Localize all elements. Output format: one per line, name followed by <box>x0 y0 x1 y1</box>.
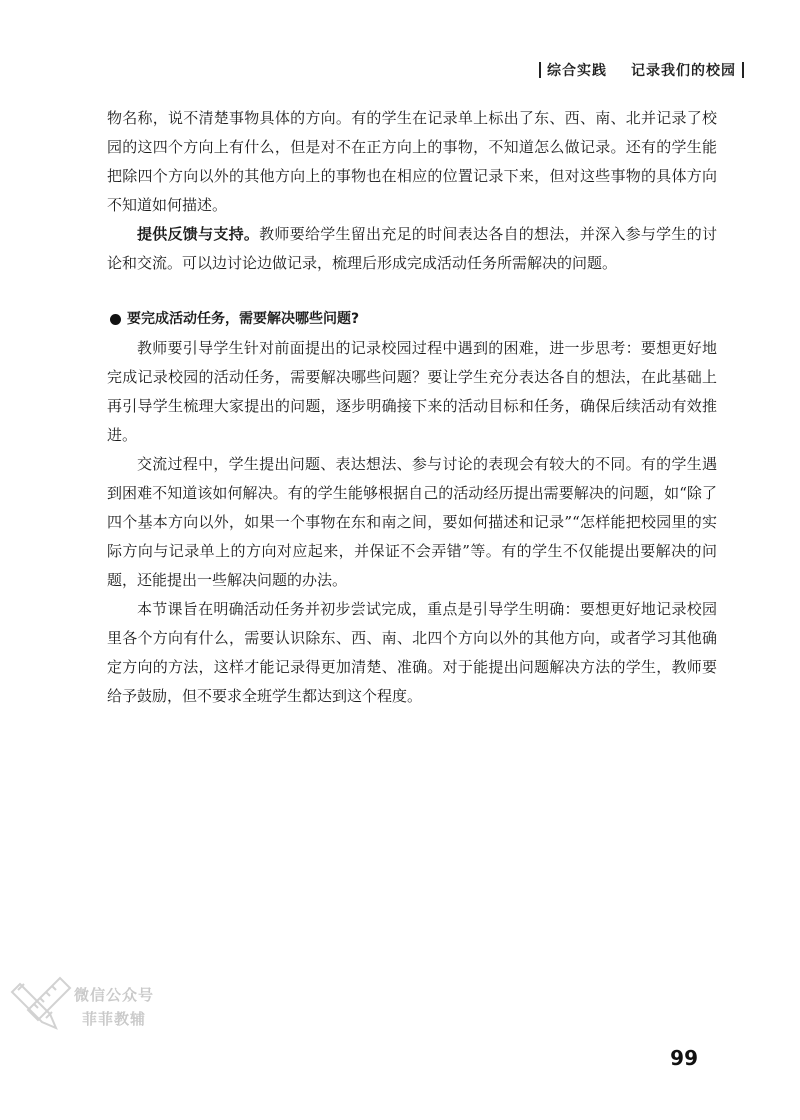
header-left-bar <box>539 62 541 78</box>
pencil-ruler-icon <box>10 970 80 1040</box>
header-title: 记录我们的校园 <box>631 63 736 79</box>
bullet-icon <box>110 314 121 325</box>
paragraph-3: 教师要引导学生针对前面提出的记录校园过程中遇到的困难，进一步思考：要想更好地完成记录校园的活动任务，需要解决哪些问题？要让学生充分表达各自的想法，在此基础上再引导学生梳理大家提出的问题，逐步明确接下来的活动目标和任务，确保后续活动有效推进。 <box>107 339 717 444</box>
paragraph-2 <box>107 220 717 278</box>
paragraph-4: 交流过程中，学生提出问题、表达想法、参与讨论的表现会有较大的不同。有的学生遇到困难不知道该如何解决。有的学生能够根据自己的活动经历提出需要解决的问题，如“除了四个基本方向以外，如果一个事物在东和南之间，要如何描述和记录”“怎样能把校园里的实际方向与记录单上的方向对应起来，并保证不会弄错”等。有的学生不仅能提出要解决的问题，还能提出一些解决问题的办法。 <box>107 455 717 589</box>
watermark <box>10 970 170 1040</box>
body-text <box>107 104 717 711</box>
paragraph-1: 物名称，说不清楚事物具体的方向。有的学生在记录单上标出了东、西、南、北并记录了校园的这四个方向上有什么，但是对不在正方向上的事物，不知道怎么做记录。还有的学生能把除四个方向以外的其他方向上的事物也在相应的位置记录下来，但对这些事物的具体方向不知道如何描述。 <box>107 109 717 214</box>
section-heading-text: 要完成活动任务，需要解决哪些问题? <box>127 311 360 327</box>
section-heading <box>107 305 717 334</box>
paragraph-2-text: 教师要给学生留出充足的时间表达各自的想法，并深入参与学生的讨论和交流。可以边讨论边做记录，梳理后形成完成活动任务所需解决的问题。 <box>107 225 717 272</box>
header-section: 综合实践 <box>547 63 607 79</box>
watermark-line-2: 菲菲教辅 <box>82 1010 147 1028</box>
header-right-bar <box>742 62 744 78</box>
paragraph-2-lead: 提供反馈与支持。 <box>137 225 260 243</box>
running-header <box>539 60 744 80</box>
watermark-line-1: 微信公众号 <box>74 986 155 1004</box>
paragraph-5: 本节课旨在明确活动任务并初步尝试完成，重点是引导学生明确：要想更好地记录校园里各个方向有什么，需要认识除东、西、南、北四个方向以外的其他方向，或者学习其他确定方向的方法，这样才能记录得更加清楚、准确。对于能提出问题解决方法的学生，教师要给予鼓励，但不要求全班学生都达到这个程度。 <box>107 600 717 705</box>
page-number: 99 <box>670 1046 698 1070</box>
